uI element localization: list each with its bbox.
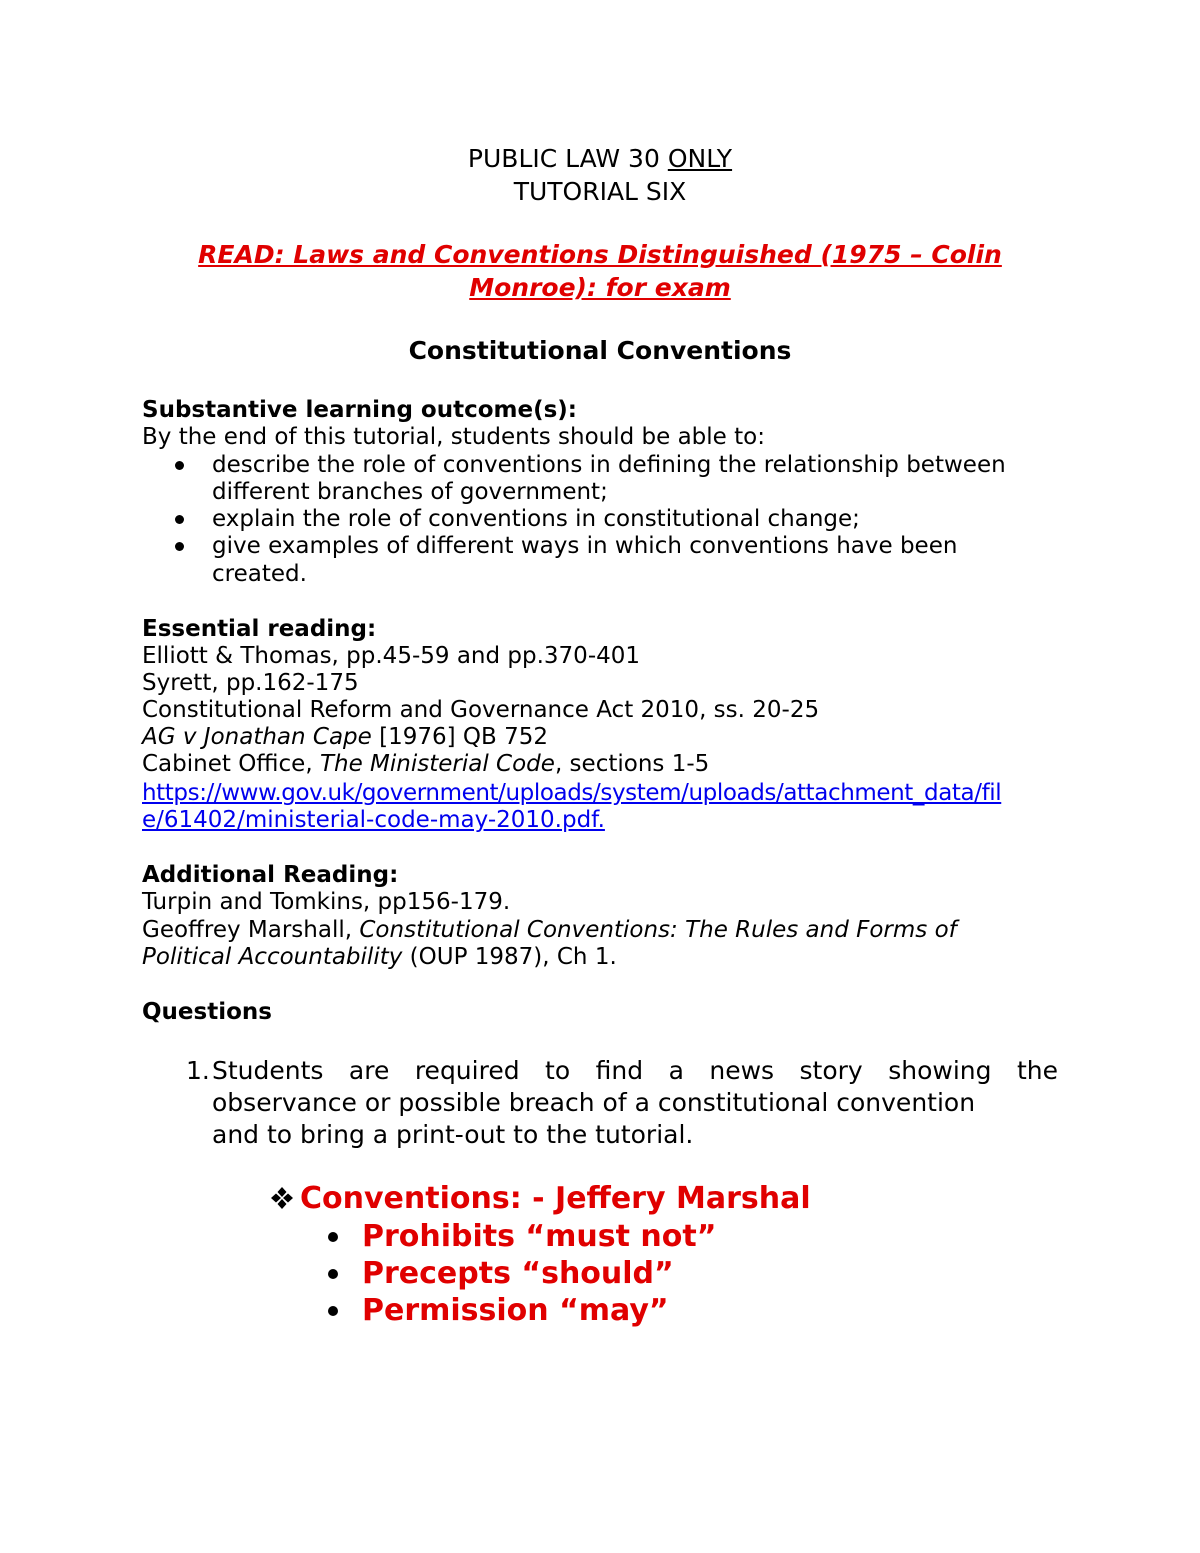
diamond-bullet-icon xyxy=(270,1186,294,1210)
question-1-line-1 xyxy=(212,1055,1058,1087)
conventions-heading: Conventions: - Jeffery Marshal xyxy=(300,1181,811,1216)
bullet-dot xyxy=(175,515,184,524)
learning-bullet-1-line-2: different branches of government; xyxy=(212,479,608,505)
question-1-word: story xyxy=(799,1056,863,1085)
learning-heading: Substantive learning outcome(s): xyxy=(142,397,577,423)
section-title: Constitutional Conventions xyxy=(408,336,792,365)
essential-item-2: Syrett, pp.162-175 xyxy=(142,670,359,696)
read-note-line-1: READ: Laws and Conventions Distinguished (1975 – Colin xyxy=(198,240,1002,269)
bullet-dot xyxy=(328,1232,338,1242)
question-1-word: a xyxy=(668,1056,684,1085)
question-1-line-2: observance or possible breach of a constitutional convention xyxy=(212,1088,976,1117)
title-only: ONLY xyxy=(667,144,733,173)
case-name: AG v Jonathan Cape xyxy=(142,724,372,750)
learning-intro: By the end of this tutorial, students should be able to: xyxy=(142,424,765,450)
additional-heading: Additional Reading: xyxy=(142,862,399,888)
additional-item-3-suffix: (OUP 1987), Ch 1. xyxy=(402,944,617,970)
question-1-number: 1. xyxy=(186,1056,210,1085)
essential-item-5-prefix: Cabinet Office, xyxy=(142,751,320,777)
question-1-word: Students xyxy=(212,1056,324,1085)
essential-item-5-title: The Ministerial Code xyxy=(319,751,555,777)
convention-item-prohibits: Prohibits “must not” xyxy=(362,1219,717,1254)
learning-bullet-2: explain the role of conventions in constitutional change; xyxy=(212,506,860,532)
additional-item-2 xyxy=(142,917,957,944)
title-prefix: PUBLIC LAW 30 xyxy=(467,144,668,173)
learning-bullet-3-line-1: give examples of different ways in which conventions have been xyxy=(212,533,958,559)
bullet-dot xyxy=(175,461,184,470)
learning-bullet-1-line-1: describe the role of conventions in defining the relationship between xyxy=(212,452,1006,478)
question-1-word: to xyxy=(545,1056,571,1085)
question-1-word: find xyxy=(595,1056,644,1085)
bullet-dot xyxy=(328,1269,338,1279)
question-1-word: news xyxy=(709,1056,775,1085)
learning-bullet-3-line-2: created. xyxy=(212,561,307,587)
additional-item-2-title: Constitutional Conventions: The Rules and Forms of xyxy=(359,917,957,943)
essential-item-1: Elliott & Thomas, pp.45-59 and pp.370-401 xyxy=(142,643,641,669)
essential-item-4 xyxy=(142,724,548,751)
convention-item-permission: Permission “may” xyxy=(362,1293,669,1328)
question-1-word: required xyxy=(414,1056,520,1085)
ministerial-code-link-line-1[interactable]: https://www.gov.uk/government/uploads/system/uploads/attachment_data/fil xyxy=(142,780,1002,806)
read-note-line-2: Monroe): for exam xyxy=(469,273,731,302)
questions-heading: Questions xyxy=(142,999,272,1025)
essential-item-5-suffix: , sections 1-5 xyxy=(554,751,710,777)
essential-heading: Essential reading: xyxy=(142,616,377,642)
additional-item-3 xyxy=(142,944,617,971)
additional-item-1: Turpin and Tomkins, pp156-179. xyxy=(142,889,511,915)
case-citation: [1976] QB 752 xyxy=(371,724,549,750)
additional-item-2-prefix: Geoffrey Marshall, xyxy=(142,917,360,943)
question-1-word: showing xyxy=(888,1056,992,1085)
convention-item-precepts: Precepts “should” xyxy=(362,1256,674,1291)
essential-item-3: Constitutional Reform and Governance Act 2010, ss. 20-25 xyxy=(142,697,820,723)
question-1-word: the xyxy=(1016,1056,1058,1085)
page-title xyxy=(0,144,1200,174)
bullet-dot xyxy=(328,1306,338,1316)
question-1-line-3: and to bring a print-out to the tutorial. xyxy=(212,1120,694,1149)
bullet-dot xyxy=(175,542,184,551)
question-1-word: are xyxy=(348,1056,390,1085)
page-subtitle: TUTORIAL SIX xyxy=(513,177,687,206)
additional-item-3-title: Political Accountability xyxy=(142,944,403,970)
ministerial-code-link-line-2[interactable]: e/61402/ministerial-code-may-2010.pdf. xyxy=(142,807,605,833)
essential-item-5 xyxy=(142,751,709,778)
